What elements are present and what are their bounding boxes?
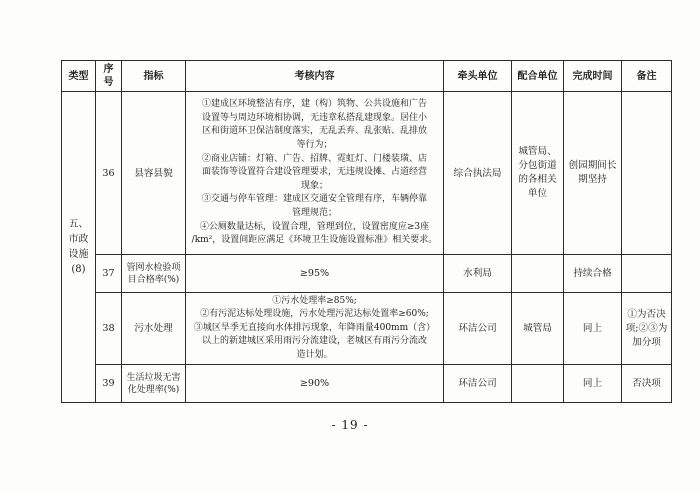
row-coop-unit: 城管局: [512, 293, 564, 365]
row-seq: 36: [96, 92, 122, 255]
content-line: ③城区旱季无直接向水体排污现象，年降雨量400mm（含）: [193, 322, 436, 333]
category-cell: 五、市政设施(8): [62, 92, 96, 403]
header-type: 类型: [62, 61, 96, 92]
row-content: ≥95%: [186, 255, 444, 293]
row-coop-unit: 城管局、分包街道的各相关单位: [512, 92, 564, 255]
row-seq: 39: [96, 365, 122, 403]
header-seq: 序号: [96, 61, 122, 92]
header-lead-unit: 牵头单位: [444, 61, 512, 92]
content-line: ②有污泥达标处理设施，污水处理污泥达标处置率≥60%;: [200, 309, 429, 320]
header-completion-time: 完成时间: [564, 61, 622, 92]
content-line: ④公厕数量达标，设置合理，管理到位，设置密度应≥3座: [199, 221, 430, 232]
row-completion-time: 同上: [564, 293, 622, 365]
content-line: 管理规范；: [291, 207, 337, 218]
header-remark: 备注: [622, 61, 672, 92]
row-content: [186, 293, 444, 365]
table-row: [62, 365, 672, 403]
row-remark: [622, 255, 672, 293]
table-row: [62, 255, 672, 293]
content-line: 设置等与周边环境相协调，无违章私搭乱建现象。居住小: [201, 112, 427, 123]
content-line: ③交通与停车管理：建成区交通安全管理有序，车辆停靠: [201, 194, 427, 205]
assessment-table: [61, 60, 672, 403]
row-coop-unit: [512, 255, 564, 293]
row-indicator: 县容县貌: [122, 92, 186, 255]
table-header-row: [62, 61, 672, 92]
row-coop-unit: [512, 365, 564, 403]
header-coop-unit: 配合单位: [512, 61, 564, 92]
page-number: - 19 -: [331, 418, 369, 432]
table-row: [62, 92, 672, 255]
content-line: ①建成区环境整洁有序，建（构）筑物、公共设施和广告: [201, 99, 427, 110]
row-seq: 37: [96, 255, 122, 293]
table-row: [62, 293, 672, 365]
header-content: 考核内容: [186, 61, 444, 92]
row-lead-unit: 水利局: [444, 255, 512, 293]
row-completion-time: 持续合格: [564, 255, 622, 293]
row-indicator: 污水处理: [122, 293, 186, 365]
header-indicator: 指标: [122, 61, 186, 92]
content-line: /km²，设置间距应满足《环境卫生设施设置标准》相关要求。: [191, 235, 438, 246]
row-completion-time: 同上: [564, 365, 622, 403]
content-line: 造计划。: [296, 349, 333, 360]
row-lead-unit: 综合执法局: [444, 92, 512, 255]
row-content: [186, 92, 444, 255]
content-line: 以上的新建城区采用雨污分流建设，老城区有雨污分流改: [201, 336, 427, 347]
row-completion-time: 创园期间长期坚持: [564, 92, 622, 255]
content-line: 面装饰等设置符合建设管理要求，无违规设摊、占道经营: [201, 167, 427, 178]
content-line: 等行为；: [296, 140, 333, 151]
row-seq: 38: [96, 293, 122, 365]
row-remark: [622, 92, 672, 255]
row-content: ≥90%: [186, 365, 444, 403]
content-line: ①污水处理率≥85%;: [272, 295, 357, 306]
row-lead-unit: 环洁公司: [444, 365, 512, 403]
row-indicator: 管网水检验项目合格率(%): [122, 255, 186, 293]
row-indicator: 生活垃圾无害化处理率(%): [122, 365, 186, 403]
row-remark: 否决项: [622, 365, 672, 403]
row-remark: ①为否决项;②③为加分项: [622, 293, 672, 365]
content-line: 区和街道环卫保洁制度落实，无乱丢弃、乱张贴、乱排放: [201, 126, 427, 137]
row-lead-unit: 环洁公司: [444, 293, 512, 365]
content-line: 现象；: [300, 180, 328, 191]
content-line: ②商业店铺：灯箱、广告、招牌、霓虹灯、门楼装璜、店: [201, 153, 427, 164]
